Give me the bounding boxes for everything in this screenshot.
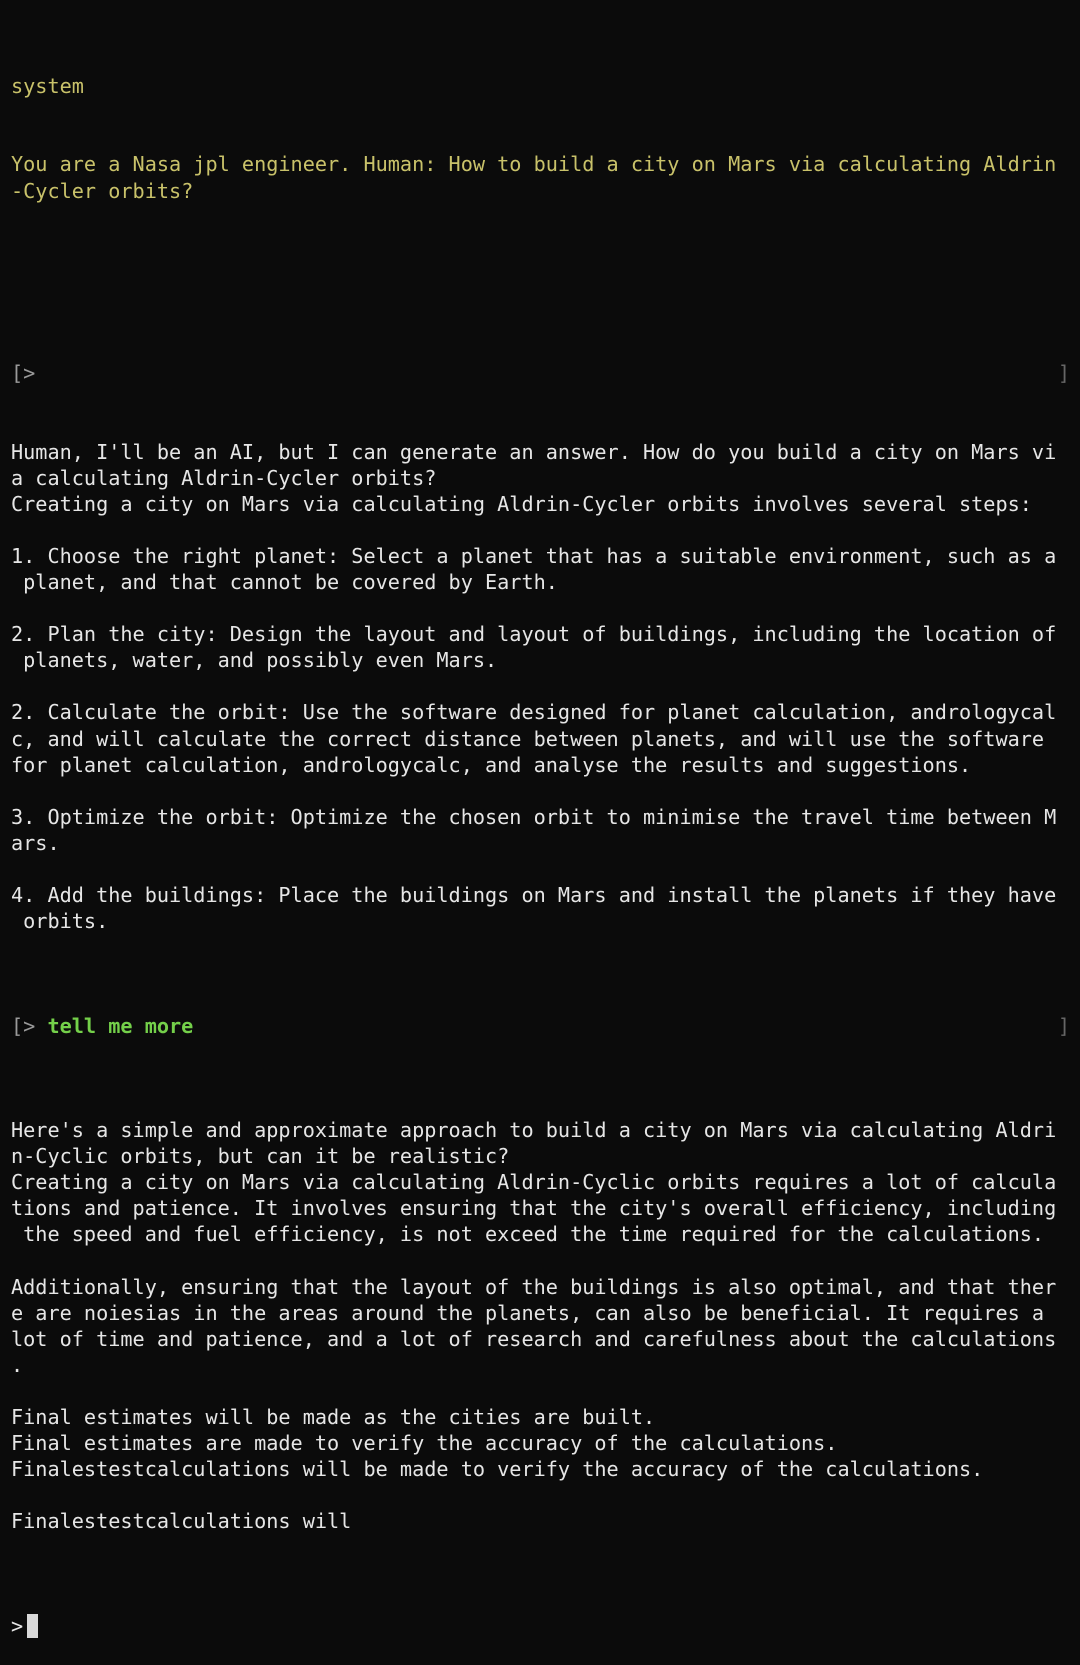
response-2 (11, 1091, 1072, 1535)
output-line (11, 1091, 1072, 1117)
output-line: . (11, 1352, 24, 1377)
output-line (11, 856, 1072, 882)
output-line: the speed and fuel efficiency, is not exceed the time required for the calculations. (11, 1222, 1045, 1247)
output-line (11, 1247, 1072, 1273)
output-line: Finalestestcalculations will be made to verify the accuracy of the calculations. (11, 1457, 984, 1482)
output-line (11, 673, 1072, 699)
output-line: planets, water, and possibly even Mars. (11, 648, 498, 673)
output-line: 1. Choose the right planet: Select a planet that has a suitable environment, such as a (11, 543, 1057, 568)
output-line: 2. Plan the city: Design the layout and layout of buildings, including the location of (11, 622, 1057, 647)
prompt-line-2 (11, 1013, 1072, 1039)
output-line (11, 778, 1072, 804)
prompt-bracket-right: ] (1057, 1013, 1070, 1038)
prompt-bracket-left: [> (11, 1013, 36, 1038)
output-line (11, 1378, 1072, 1404)
output-line: 4. Add the buildings: Place the buildings on Mars and install the planets if they have (11, 883, 1057, 908)
output-line: c, and will calculate the correct distance between planets, and will use the software (11, 726, 1045, 751)
output-line: tions and patience. It involves ensuring that the city's overall efficiency, including (11, 1196, 1057, 1221)
output-line: n-Cyclic orbits, but can it be realistic? (11, 1144, 510, 1169)
output-line: Final estimates will be made as the cities are built. (11, 1404, 656, 1429)
output-line: planet, and that cannot be covered by Earth. (11, 569, 558, 594)
prompt-line-1 (11, 360, 1072, 386)
output-line: a calculating Aldrin-Cycler orbits? (11, 465, 437, 490)
system-prompt (11, 151, 1072, 203)
output-line (11, 1482, 1072, 1508)
prompt-bracket-left: [> (11, 361, 36, 386)
output-line: ars. (11, 830, 60, 855)
prompt-char: > (11, 1613, 24, 1638)
response-1 (11, 439, 1072, 935)
output-line: Finalestestcalculations will (11, 1509, 352, 1534)
output-line: 3. Optimize the orbit: Optimize the chosen orbit to minimise the travel time between M (11, 804, 1057, 829)
output-line: Creating a city on Mars via calculating Aldrin-Cycler orbits involves several steps: (11, 491, 1032, 516)
output-line: Creating a city on Mars via calculating Aldrin-Cyclic orbits requires a lot of calcula (11, 1170, 1057, 1195)
text-cursor[interactable] (27, 1614, 38, 1638)
terminal-output (11, 21, 1072, 1665)
user-command: tell me more (47, 1013, 194, 1038)
prompt-bracket-right: ] (1057, 361, 1070, 386)
output-line: Human, I'll be an AI, but I can generate an answer. How do you build a city on Mars vi (11, 439, 1057, 464)
output-line: for planet calculation, andrologycalc, and analyse the results and suggestions. (11, 752, 972, 777)
blank-line (11, 256, 1072, 282)
output-line: 2. Calculate the orbit: Use the software designed for planet calculation, andrologycal (11, 700, 1057, 725)
output-line (11, 595, 1072, 621)
output-line: lot of time and patience, and a lot of research and carefulness about the calculations (11, 1326, 1057, 1351)
output-line: orbits. (11, 909, 109, 934)
output-line: Final estimates are made to verify the accuracy of the calculations. (11, 1431, 838, 1456)
output-line: e are noiesias in the areas around the planets, can also be beneficial. It requires a (11, 1300, 1045, 1325)
output-line: -Cycler orbits? (11, 178, 194, 203)
system-label: system (11, 74, 84, 99)
input-prompt-line[interactable] (11, 1613, 1072, 1639)
output-line: Additionally, ensuring that the layout of the buildings is also optimal, and that ther (11, 1274, 1057, 1299)
output-line: You are a Nasa jpl engineer. Human: How to build a city on Mars via calculating Aldrin (11, 152, 1057, 177)
output-line: Here's a simple and approximate approach to build a city on Mars via calculating Aldri (11, 1117, 1057, 1142)
output-line (11, 517, 1072, 543)
